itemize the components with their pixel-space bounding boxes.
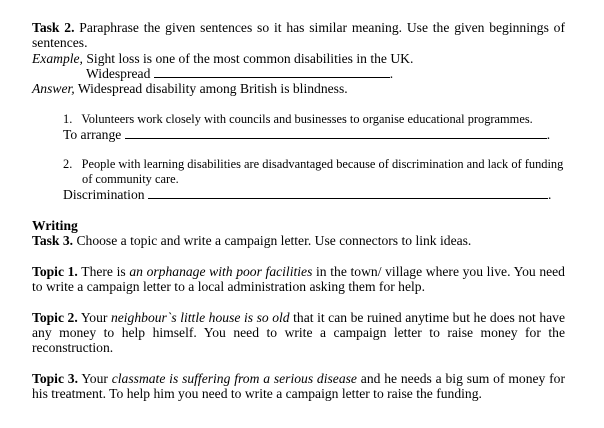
- task2-heading: Task 2.: [32, 20, 75, 35]
- item-1-sentence: 1. Volunteers work closely with councils and businesses to organise educational programmes.: [63, 112, 533, 126]
- item-2-sentence-line2: of community care.: [82, 172, 179, 186]
- answer-label: Answer,: [32, 81, 75, 96]
- example-answer-blank: [154, 67, 390, 78]
- item-1-prompt: To arrange: [63, 127, 122, 142]
- example-label: Example,: [32, 51, 83, 66]
- answer-sentence: Widespread disability among British is blindness.: [77, 81, 348, 96]
- item-2-prompt: Discrimination: [63, 187, 145, 202]
- topic-1: Topic 1. There is an orphanage with poor facilities in the town/ village where you live. You need to write a campaign letter to a local administration asking them for help.: [32, 264, 565, 294]
- task3-heading: Task 3.: [32, 233, 74, 248]
- topic-2: Topic 2. Your neighbour`s little house is so old that it can be ruined anytime but he does not have any money to help himself. You need to write a campaign letter to raise money for the reconstruction.: [32, 310, 565, 355]
- task2-instructions: [32, 20, 565, 50]
- topic-1-emphasis: an orphanage with poor facilities: [129, 264, 313, 279]
- item-1-prompt-line: To arrange .: [63, 127, 551, 142]
- topic-3-emphasis: classmate is suffering from a serious disease: [111, 371, 357, 386]
- item-2-sentence: 2. People with learning disabilities are disadvantaged because of discrimination and lack of funding: [63, 157, 564, 171]
- item-2-prompt-line: Discrimination .: [63, 187, 552, 202]
- example-prompt-line: Widespread .: [86, 66, 394, 81]
- example-sentence: Sight loss is one of the most common disabilities in the UK.: [86, 51, 414, 66]
- writing-title: Writing: [32, 218, 78, 233]
- answer-line: [32, 81, 348, 96]
- item-1-answer-blank: [125, 128, 547, 139]
- task3-text: Choose a topic and write a campaign letter. Use connectors to link ideas.: [76, 233, 472, 248]
- example-line: [32, 51, 413, 66]
- example-prompt: Widespread: [86, 66, 151, 81]
- task2-instruction-line2: sentences.: [32, 35, 88, 50]
- task3-line: [32, 233, 471, 248]
- topic-2-emphasis: neighbour`s little house is so old: [110, 310, 290, 325]
- topic-3: Topic 3. Your classmate is suffering from a serious disease and he needs a big sum of money for his treatment. To help him you need to write a campaign letter to raise the funding.: [32, 371, 565, 401]
- task2-instruction-line1: Paraphrase the given sentences so it has similar meaning. Use the given beginnings of: [79, 20, 566, 35]
- item-2-answer-blank: [148, 188, 548, 199]
